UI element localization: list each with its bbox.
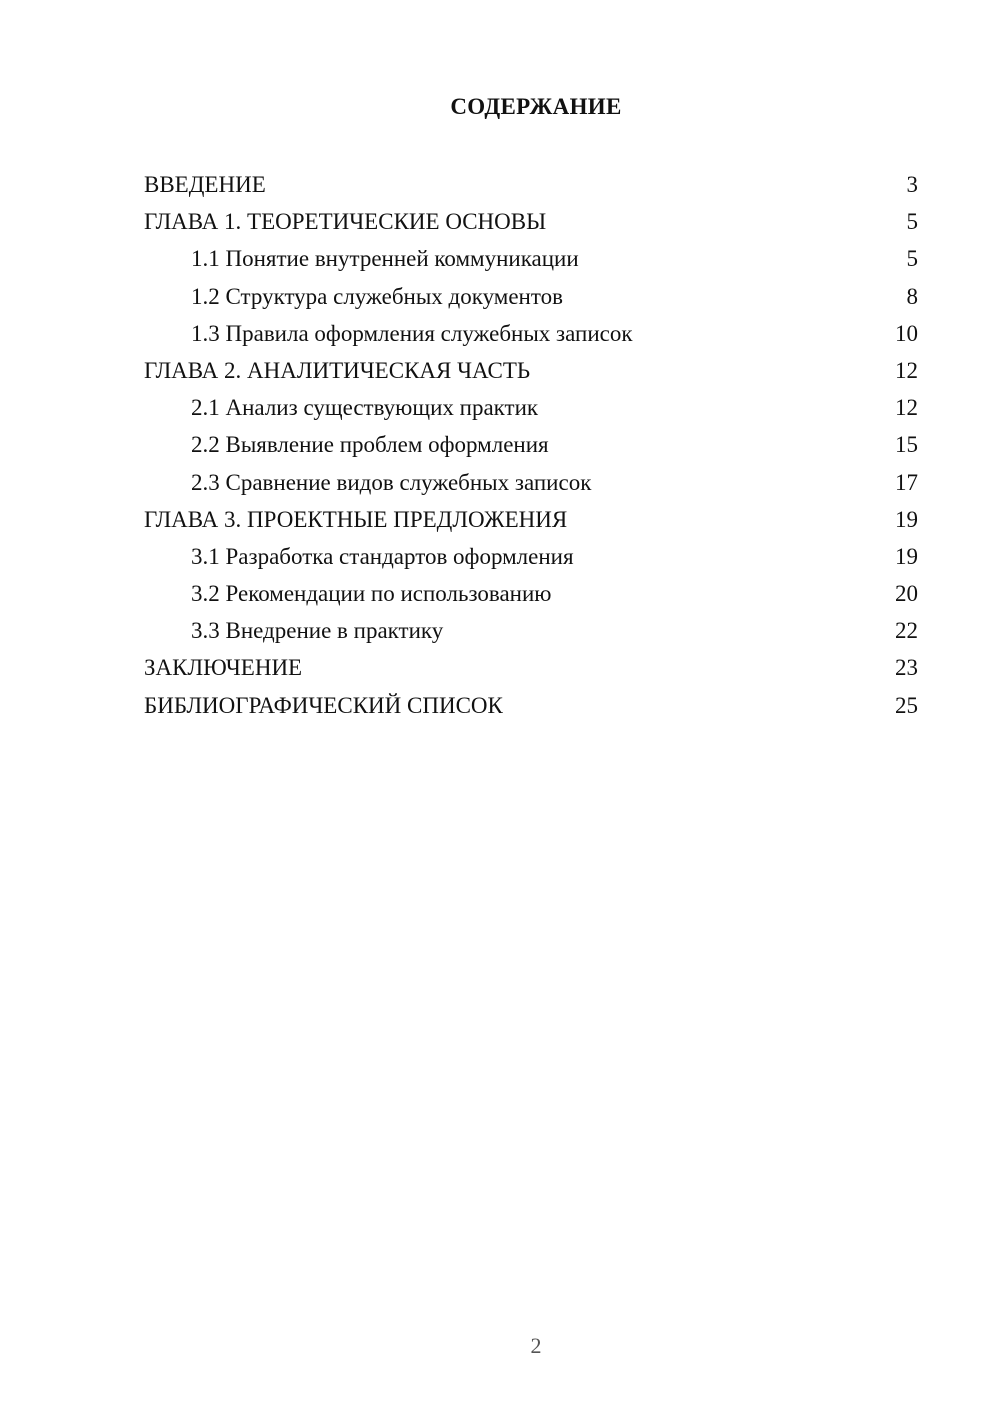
toc-entry-page: 10 xyxy=(895,320,918,346)
toc-entry-label: 2.3 Сравнение видов служебных записок xyxy=(191,469,592,495)
toc-entry-page: 5 xyxy=(906,209,918,235)
toc-entry-label: ГЛАВА 3. ПРОЕКТНЫЕ ПРЕДЛОЖЕНИЯ xyxy=(144,506,568,532)
toc-list xyxy=(144,166,918,724)
toc-entry-page: 22 xyxy=(895,618,918,644)
toc-entry-section-3-3 xyxy=(144,612,918,649)
toc-entry-page: 25 xyxy=(895,692,918,718)
toc-entry-section-2-3 xyxy=(144,464,918,501)
toc-entry-section-2-2 xyxy=(144,426,918,463)
toc-entry-page: 17 xyxy=(895,469,918,495)
toc-entry-label: ЗАКЛЮЧЕНИЕ xyxy=(144,655,303,681)
toc-entry-label: 3.3 Внедрение в практику xyxy=(191,618,444,644)
toc-entry-page: 15 xyxy=(895,432,918,458)
toc-entry-page: 23 xyxy=(895,655,918,681)
toc-entry-section-1-3 xyxy=(144,315,918,352)
toc-entry-label: ВВЕДЕНИЕ xyxy=(144,172,266,197)
toc-entry-page: 19 xyxy=(895,506,918,532)
toc-entry-label: 3.1 Разработка стандартов оформления xyxy=(191,543,574,569)
toc-entry-label: 1.3 Правила оформления служебных записок xyxy=(191,320,633,346)
toc-entry-section-2-1 xyxy=(144,389,918,426)
toc-entry-chapter-2 xyxy=(144,352,918,389)
toc-entry-introduction xyxy=(144,166,918,203)
toc-entry-page: 12 xyxy=(895,395,918,421)
toc-entry-conclusion xyxy=(144,649,918,686)
toc-entry-label: 1.1 Понятие внутренней коммуникации xyxy=(191,246,579,272)
page-number: 2 xyxy=(530,1333,542,1358)
toc-entry-page: 8 xyxy=(906,283,918,309)
toc-entry-label: 2.2 Выявление проблем оформления xyxy=(191,432,549,458)
toc-entry-page: 3 xyxy=(906,172,918,197)
toc-entry-page: 5 xyxy=(906,246,918,272)
toc-entry-chapter-1 xyxy=(144,203,918,240)
toc-entry-section-1-2 xyxy=(144,278,918,315)
toc-entry-section-3-1 xyxy=(144,538,918,575)
toc-entry-section-3-2 xyxy=(144,575,918,612)
toc-entry-label: 1.2 Структура служебных документов xyxy=(191,283,563,309)
toc-entry-label: ГЛАВА 1. ТЕОРЕТИЧЕСКИЕ ОСНОВЫ xyxy=(144,209,547,235)
toc-entry-label: БИБЛИОГРАФИЧЕСКИЙ СПИСОК xyxy=(144,692,503,718)
toc-title: СОДЕРЖАНИЕ xyxy=(450,94,622,119)
toc-entry-section-1-1 xyxy=(144,240,918,277)
toc-entry-label: ГЛАВА 2. АНАЛИТИЧЕСКАЯ ЧАСТЬ xyxy=(144,357,531,383)
toc-entry-chapter-3 xyxy=(144,501,918,538)
toc-entry-bibliography xyxy=(144,687,918,724)
toc-entry-page: 20 xyxy=(895,581,918,607)
toc-entry-label: 2.1 Анализ существующих практик xyxy=(191,395,539,421)
toc-entry-page: 19 xyxy=(895,543,918,569)
toc-entry-label: 3.2 Рекомендации по использованию xyxy=(191,581,552,607)
toc-entry-page: 12 xyxy=(895,357,918,383)
